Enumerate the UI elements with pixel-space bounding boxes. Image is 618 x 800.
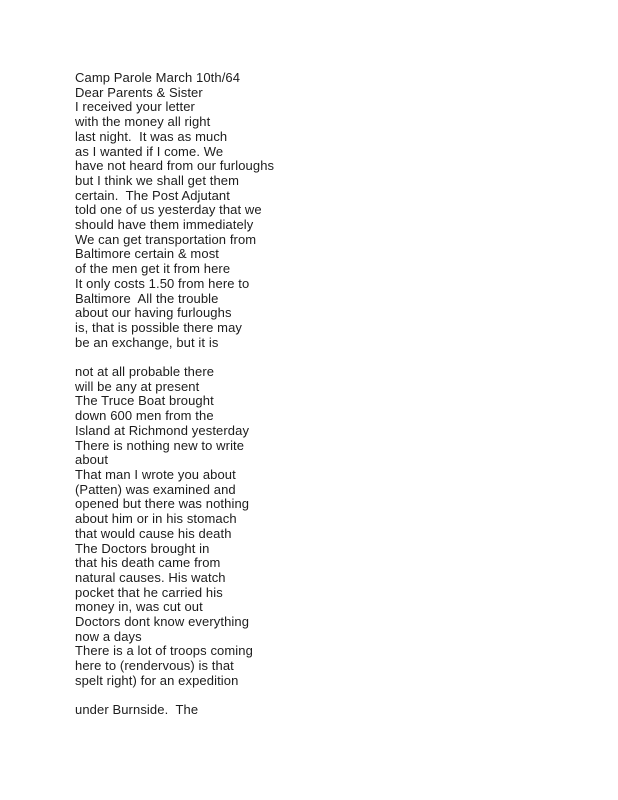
letter-line: money in, was cut out: [75, 599, 203, 615]
letter-line: under Burnside. The: [75, 702, 199, 718]
letter-line: will be any at present: [75, 378, 200, 394]
letter-line: not at all probable there: [75, 364, 215, 380]
letter-line: of the men get it from here: [75, 261, 231, 277]
letter-line: certain. The Post Adjutant: [75, 187, 230, 203]
letter-line: here to (rendervous) is that: [75, 658, 234, 674]
letter-line: There is a lot of troops coming: [75, 643, 253, 659]
letter-line: that would cause his death: [75, 525, 232, 541]
letter-line: The Doctors brought in: [75, 540, 210, 556]
letter-line: that his death came from: [75, 555, 221, 571]
letter-line: (Patten) was examined and: [75, 481, 236, 497]
letter-text: [75, 71, 274, 718]
letter-line: now a days: [75, 628, 142, 644]
letter-line: have not heard from our furloughs: [75, 158, 275, 174]
letter-line: about: [75, 452, 109, 468]
letter-line: about our having furloughs: [75, 305, 232, 321]
letter-line: about him or in his stomach: [75, 511, 237, 527]
letter-line: should have them immediately: [75, 217, 254, 233]
letter-line: natural causes. His watch: [75, 569, 226, 585]
letter-line: be an exchange, but it is: [75, 334, 219, 350]
letter-line: [75, 350, 274, 365]
letter-line: spelt right) for an expedition: [75, 672, 239, 688]
letter-line: as I wanted if I come. We: [75, 143, 224, 159]
letter-line: is, that is possible there may: [75, 319, 243, 335]
letter-line: Doctors dont know everything: [75, 614, 250, 630]
letter-line: with the money all right: [75, 114, 211, 130]
letter-line: Island at Richmond yesterday: [75, 422, 250, 438]
letter-line: That man I wrote you about: [75, 466, 236, 482]
letter-line: Baltimore All the trouble: [75, 290, 219, 306]
letter-line: but I think we shall get them: [75, 172, 240, 188]
letter-line: last night. It was as much: [75, 128, 228, 144]
letter-line: Dear Parents & Sister: [75, 84, 203, 100]
letter-line: Camp Parole March 10th/64: [75, 70, 241, 85]
letter-line: It only costs 1.50 from here to: [75, 275, 250, 291]
letter-line: Baltimore certain & most: [75, 246, 220, 262]
letter-line: We can get transportation from: [75, 231, 257, 247]
letter-line: told one of us yesterday that we: [75, 202, 262, 218]
letter-line: pocket that he carried his: [75, 584, 223, 600]
letter-line: opened but there was nothing: [75, 496, 250, 512]
letter-line: I received your letter: [75, 99, 195, 115]
letter-line: down 600 men from the: [75, 408, 214, 424]
letter-line: There is nothing new to write: [75, 437, 245, 453]
letter-line: The Truce Boat brought: [75, 393, 214, 409]
letter-line: [75, 689, 274, 704]
